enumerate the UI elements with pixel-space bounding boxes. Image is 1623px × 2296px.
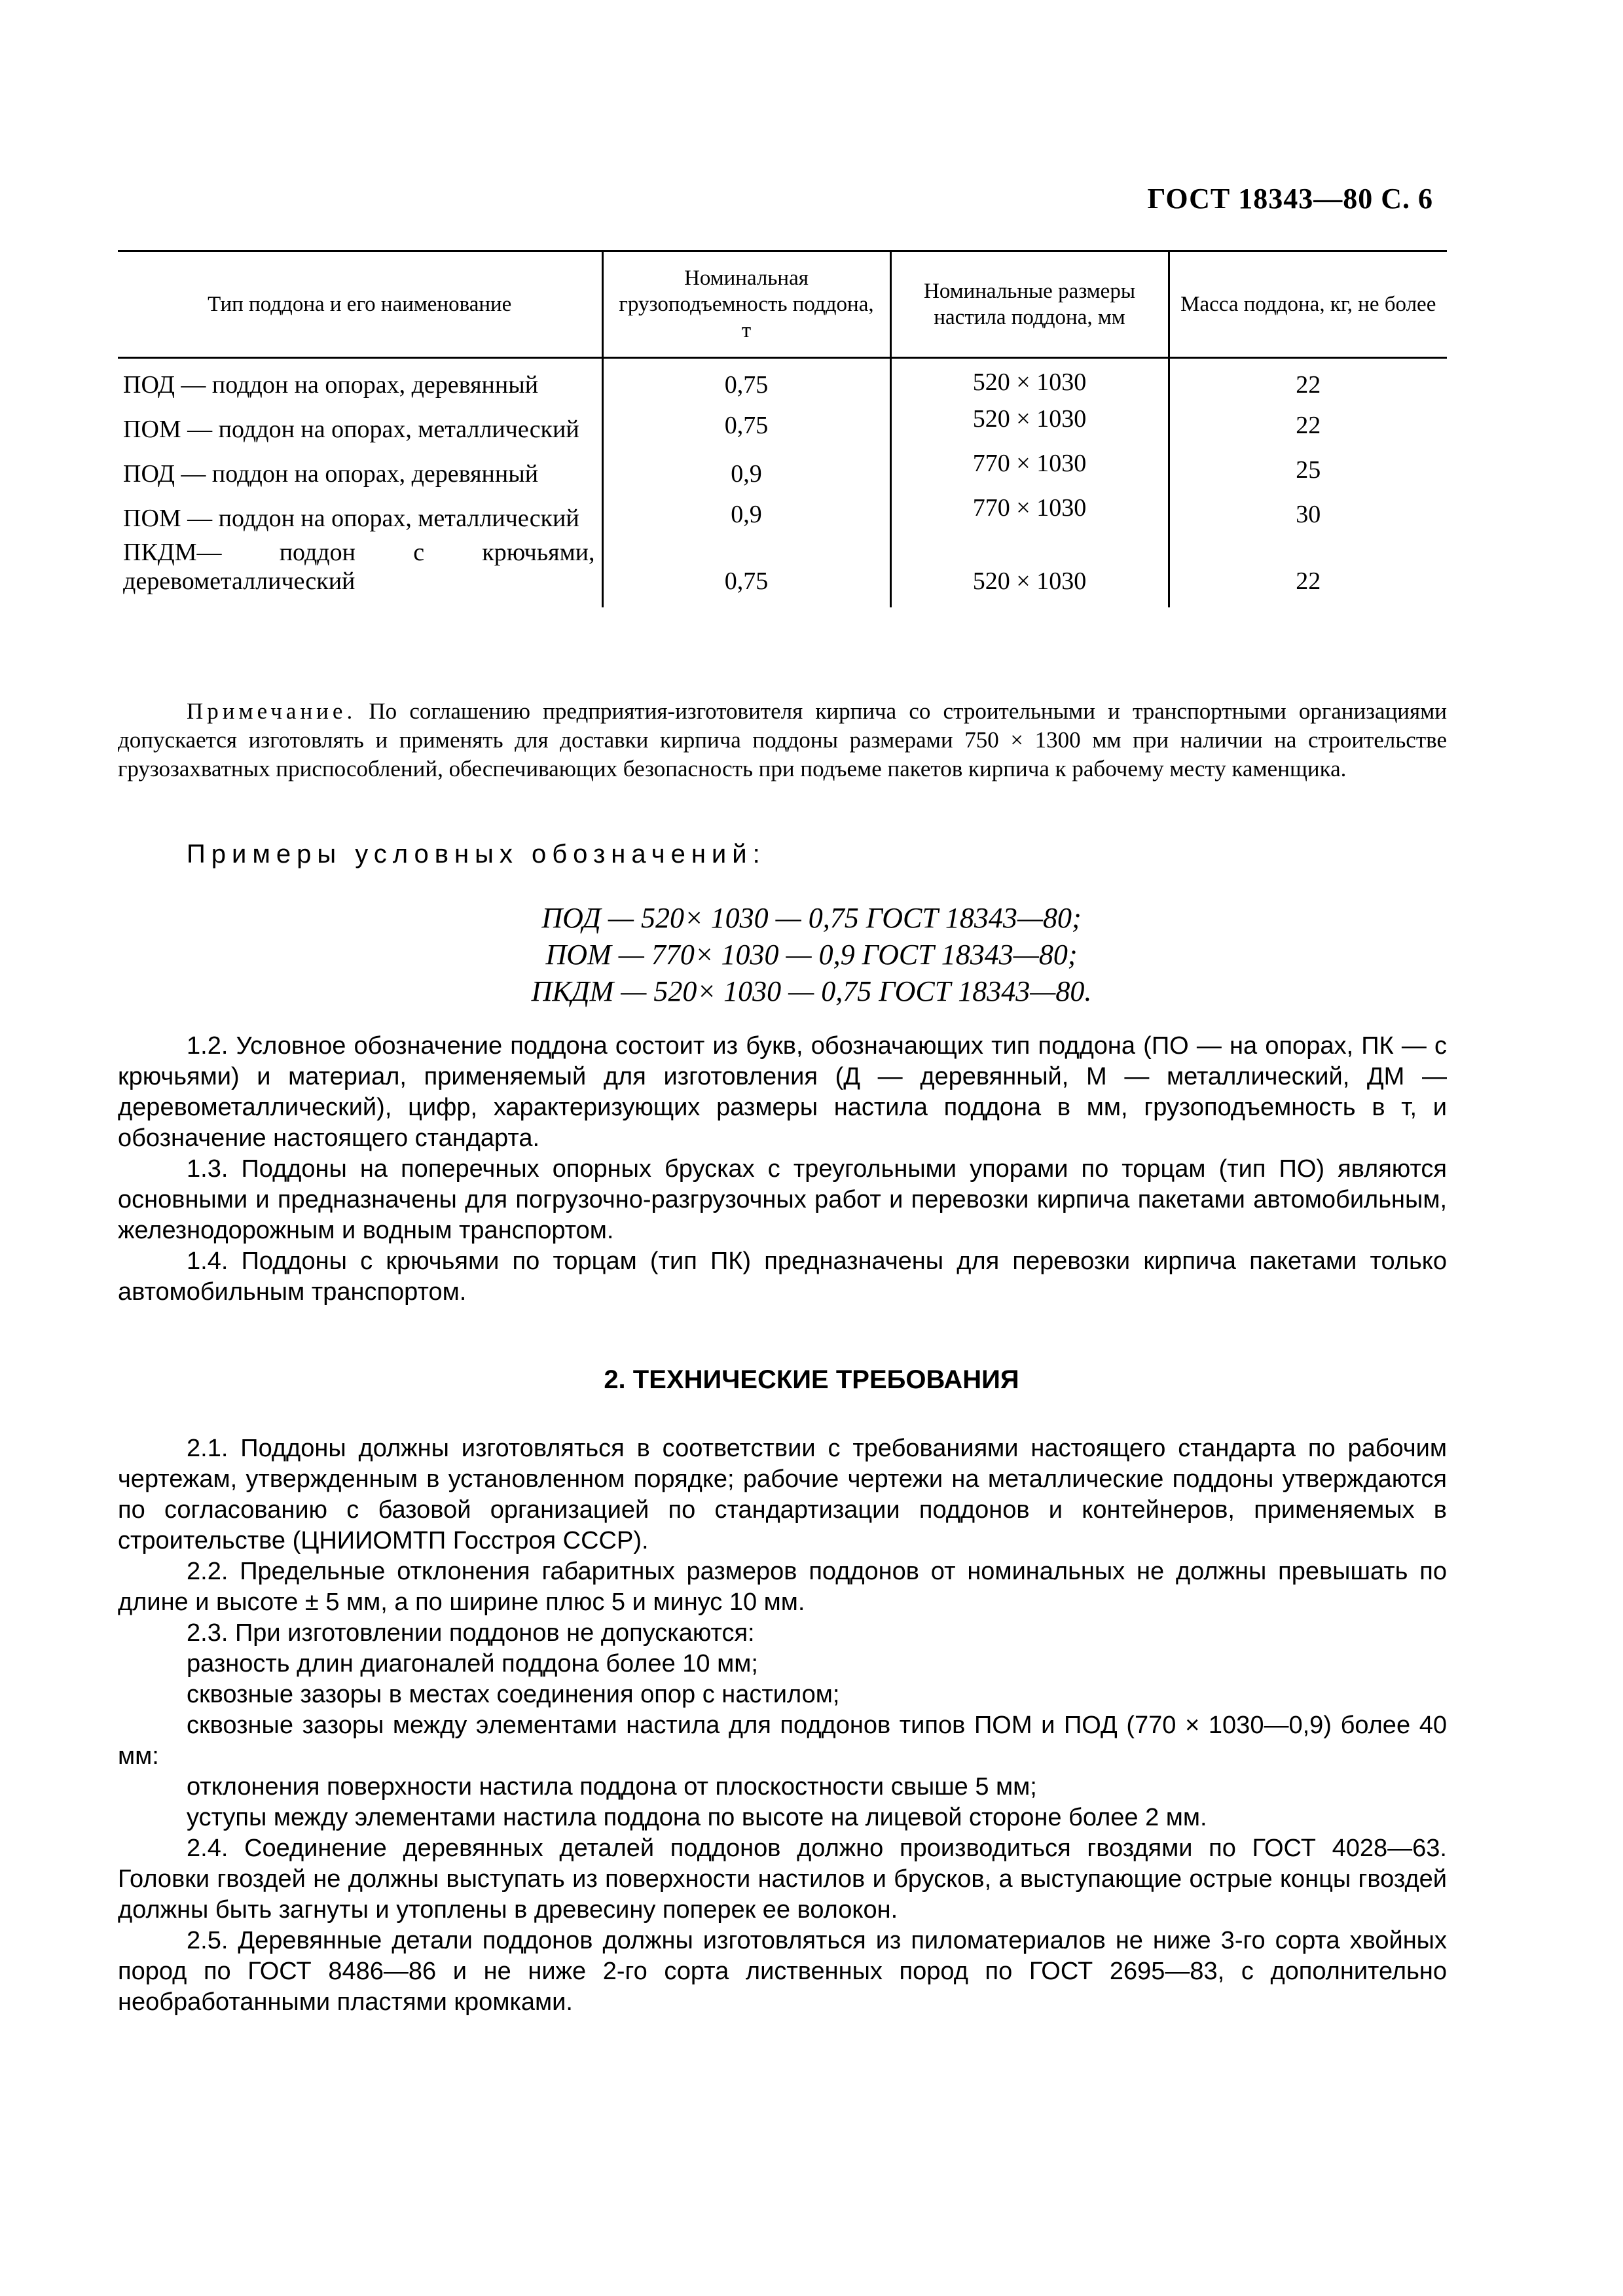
column-header-type: Тип поддона и его наименование [118,251,602,358]
cell-type: ПКДМ— поддон с крючьями, деревометаллический [123,539,595,595]
column-header-size: Номинальные размеры настила поддона, мм [890,251,1169,358]
column-header-capacity: Номинальная грузоподъемность поддона, т [602,251,890,358]
section-title: 2. ТЕХНИЧЕСКИЕ ТРЕБОВАНИЯ [604,1365,1019,1394]
table-row [118,358,1447,405]
section-1-clauses [118,1031,1447,1308]
note-text: По соглашению предприятия-изготовителя кирпича со строительными и транспортными организациями допускается изготовлять и применять для доставки кирпича поддоны размерами 750 × 1300 мм при наличии на строительстве грузозахватных приспособлений, обеспечивающих безопасность при подъеме пакетов кирпича к рабочему месту каменщика. [118,698,1448,781]
table-header-row [118,251,1447,358]
cell-size: 520 × 1030 [890,404,1169,449]
cell-mass: 30 [1169,493,1447,538]
cell-capacity: 0,9 [602,493,890,538]
cell-type: ПОД — поддон на опорах, деревянный [123,371,539,399]
clause-2-3: 2.3. При изготовлении поддонов не допускаются: [187,1619,755,1647]
cell-type: ПОМ — поддон на опорах, металлический [123,416,579,443]
table-row [118,404,1447,449]
clause-2-3-item: сквозные зазоры между элементами настила для поддонов типов ПОМ и ПОД (770 × 1030—0,9) более 40 мм: [118,1712,1447,1770]
clause-2-3-item: отклонения поверхности настила поддона от плоскостности свыше 5 мм; [187,1773,1037,1801]
note-label: Примечание. [187,698,357,724]
table-note [118,697,1447,783]
example-line: ПОМ — 770× 1030 — 0,9 ГОСТ 18343—80; [545,939,1078,971]
cell-mass: 25 [1169,449,1447,493]
cell-capacity: 0,75 [602,404,890,449]
cell-size: 520 × 1030 [890,358,1169,405]
cell-capacity: 0,75 [602,358,890,405]
cell-size: 770 × 1030 [890,449,1169,493]
clause-2-5: 2.5. Деревянные детали поддонов должны изготовляться из пиломатериалов не ниже 3-го сорта хвойных пород по ГОСТ 8486—86 и не ниже 2-го сорта лиственных пород по ГОСТ 2695—83, с дополнительно необработанными пластями кромками. [118,1927,1447,2016]
cell-size: 520 × 1030 [890,538,1169,607]
column-header-mass: Масса поддона, кг, не более [1169,251,1447,358]
cell-type: ПОМ — поддон на опорах, металлический [123,505,579,532]
example-line: ПКДМ — 520× 1030 — 0,75 ГОСТ 18343—80. [531,975,1092,1007]
table-row [118,493,1447,538]
page-header: ГОСТ 18343—80 С. 6 [1147,183,1433,215]
section-2-clauses [118,1433,1447,2018]
clause-1-2: 1.2. Условное обозначение поддона состоит из букв, обозначающих тип поддона (ПО — на опорах, ПК — с крючьями) и материал, применяемый для изготовления (Д — деревянный, М — металлический, ДМ — деревометаллический), цифр, характеризующих размеры настила поддона в мм, грузоподъемность в т, и обозначение настоящего стандарта. [118,1032,1447,1152]
cell-mass: 22 [1169,404,1447,449]
pallet-types-table [118,250,1447,607]
table-row [118,449,1447,493]
cell-mass: 22 [1169,358,1447,405]
example-line: ПОД — 520× 1030 — 0,75 ГОСТ 18343—80; [541,902,1082,934]
designation-examples [0,900,1623,1010]
cell-mass: 22 [1169,538,1447,607]
cell-type: ПОД — поддон на опорах, деревянный [123,460,539,488]
clause-2-3-item: разность длин диагоналей поддона более 10 мм; [187,1650,758,1677]
cell-size: 770 × 1030 [890,493,1169,538]
clause-2-2: 2.2. Предельные отклонения габаритных размеров поддонов от номинальных не должны превышать по длине и высоте ± 5 мм, а по ширине плюс 5 и минус 10 мм. [118,1558,1447,1616]
clause-2-3-item: уступы между элементами настила поддона по высоте на лицевой стороне более 2 мм. [187,1804,1207,1831]
clause-1-3: 1.3. Поддоны на поперечных опорных брусках с треугольными упорами по торцам (тип ПО) являются основными и предназначены для погрузочно-разгрузочных работ и перевозки кирпича пакетами автомобильным, железнодорожным и водным транспортом. [118,1155,1447,1244]
cell-capacity: 0,9 [602,449,890,493]
clause-2-4: 2.4. Соединение деревянных деталей поддонов должно производиться гвоздями по ГОСТ 4028—63. Головки гвоздей не должны выступать из поверхности настилов и брусков, а выступающие острые концы гвоздей должны быть загнуты и утоплены в древесину поперек ее волокон. [118,1835,1447,1924]
examples-title: Примеры условных обозначений: [187,840,766,869]
clause-2-3-item: сквозные зазоры в местах соединения опор с настилом; [187,1681,840,1708]
cell-capacity: 0,75 [602,538,890,607]
clause-1-4: 1.4. Поддоны с крючьями по торцам (тип ПК) предназначены для перевозки кирпича пакетами только автомобильным транспортом. [118,1247,1447,1306]
clause-2-1: 2.1. Поддоны должны изготовляться в соответствии с требованиями настоящего стандарта по рабочим чертежам, утвержденным в установленном порядке; рабочие чертежи на металлические поддоны утверждаются по согласованию с базовой организацией по стандартизации поддонов и контейнеров, применяемых в строительстве (ЦНИИОМТП Госстроя СССР). [118,1435,1447,1554]
table-row [118,538,1447,607]
